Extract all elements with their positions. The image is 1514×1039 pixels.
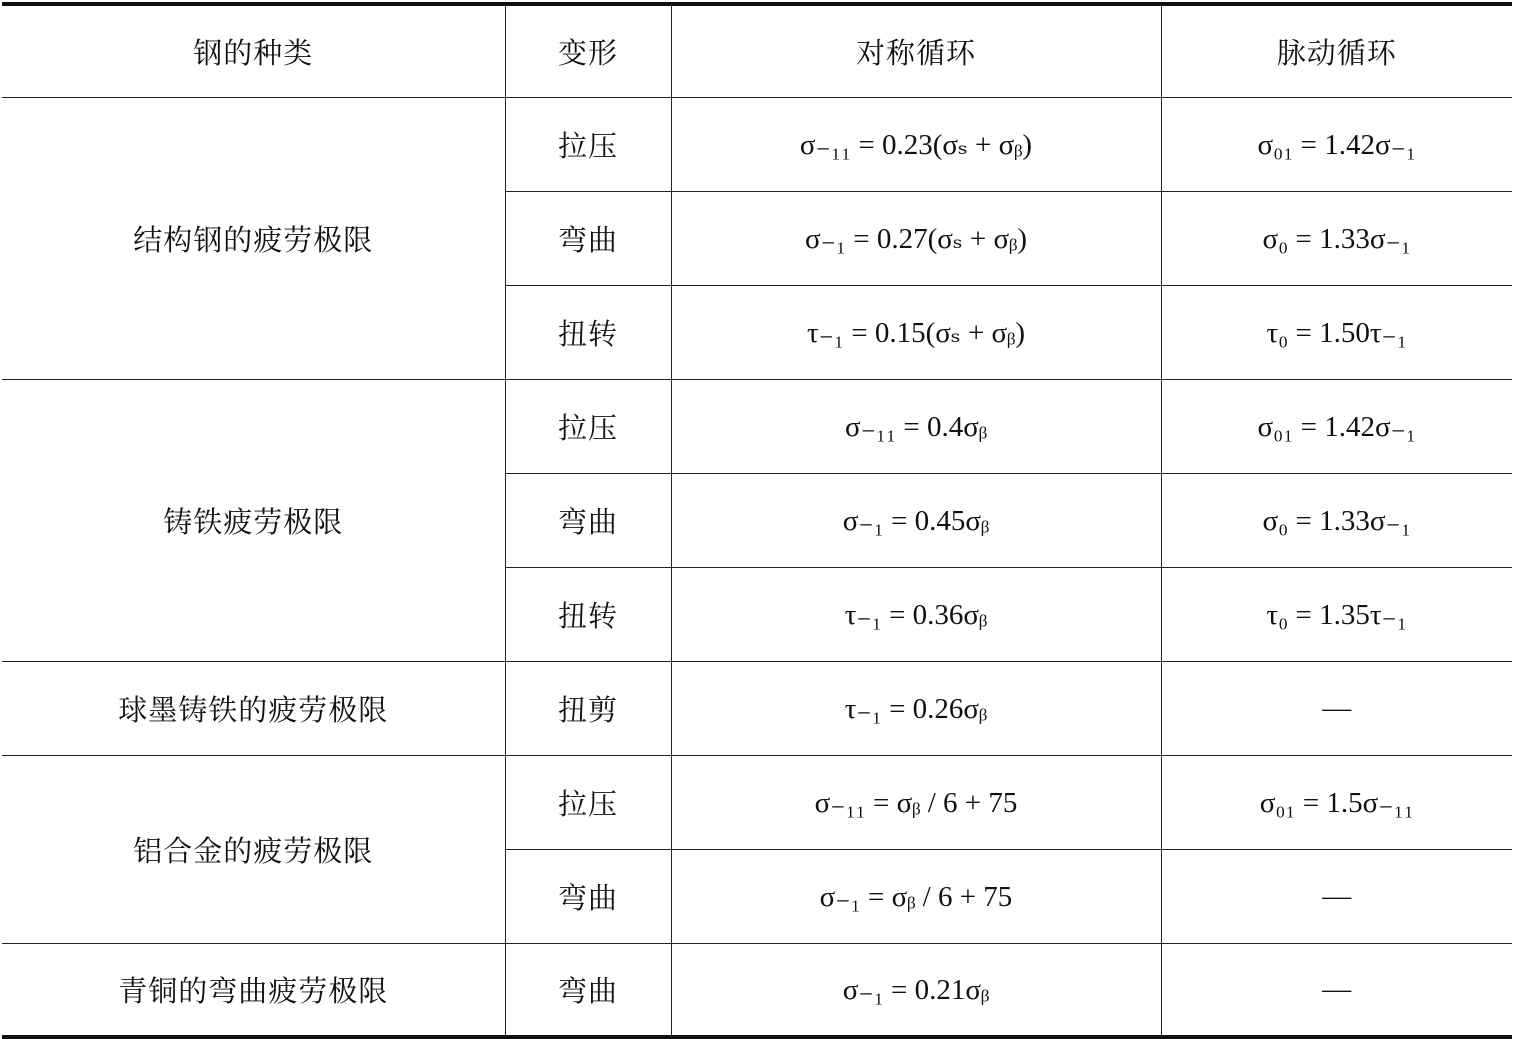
header-symmetric-cycle: 对称循环	[671, 4, 1161, 97]
header-deformation: 变形	[505, 4, 671, 97]
header-pulsating-cycle: 脉动循环	[1161, 4, 1512, 97]
symmetric-formula-cell: σ₋₁ = 0.21σᵦ	[671, 943, 1161, 1037]
group-name-cell: 球墨铸铁的疲劳极限	[2, 661, 505, 755]
symmetric-formula-cell: τ₋₁ = 0.26σᵦ	[671, 661, 1161, 755]
fatigue-limit-table	[2, 2, 1512, 1039]
table-row	[2, 755, 1512, 849]
symmetric-formula-cell: τ₋₁ = 0.15(σₛ + σᵦ)	[671, 285, 1161, 379]
symmetric-formula-cell: σ₋₁₁ = 0.4σᵦ	[671, 379, 1161, 473]
deformation-cell: 扭转	[505, 567, 671, 661]
pulsating-formula-cell: —	[1161, 849, 1512, 943]
table-row	[2, 379, 1512, 473]
group-name-cell: 青铜的弯曲疲劳极限	[2, 943, 505, 1037]
group-name-cell: 铝合金的疲劳极限	[2, 755, 505, 943]
symmetric-formula-cell: σ₋₁₁ = 0.23(σₛ + σᵦ)	[671, 97, 1161, 191]
pulsating-formula-cell: —	[1161, 943, 1512, 1037]
pulsating-formula-cell: σ₀₁ = 1.5σ₋₁₁	[1161, 755, 1512, 849]
pulsating-formula-cell: σ₀₁ = 1.42σ₋₁	[1161, 97, 1512, 191]
table-row	[2, 943, 1512, 1037]
deformation-cell: 拉压	[505, 755, 671, 849]
deformation-cell: 弯曲	[505, 849, 671, 943]
symmetric-formula-cell: σ₋₁ = 0.27(σₛ + σᵦ)	[671, 191, 1161, 285]
table-row	[2, 97, 1512, 191]
symmetric-formula-cell: σ₋₁ = 0.45σᵦ	[671, 473, 1161, 567]
pulsating-formula-cell: —	[1161, 661, 1512, 755]
deformation-cell: 弯曲	[505, 191, 671, 285]
header-row	[2, 4, 1512, 97]
deformation-cell: 扭剪	[505, 661, 671, 755]
pulsating-formula-cell: τ₀ = 1.50τ₋₁	[1161, 285, 1512, 379]
pulsating-formula-cell: σ₀ = 1.33σ₋₁	[1161, 191, 1512, 285]
pulsating-formula-cell: τ₀ = 1.35τ₋₁	[1161, 567, 1512, 661]
header-steel-type: 钢的种类	[2, 4, 505, 97]
deformation-cell: 弯曲	[505, 943, 671, 1037]
deformation-cell: 弯曲	[505, 473, 671, 567]
pulsating-formula-cell: σ₀ = 1.33σ₋₁	[1161, 473, 1512, 567]
table-row	[2, 661, 1512, 755]
symmetric-formula-cell: σ₋₁ = σᵦ / 6 + 75	[671, 849, 1161, 943]
deformation-cell: 拉压	[505, 379, 671, 473]
symmetric-formula-cell: τ₋₁ = 0.36σᵦ	[671, 567, 1161, 661]
deformation-cell: 拉压	[505, 97, 671, 191]
group-name-cell: 结构钢的疲劳极限	[2, 97, 505, 379]
pulsating-formula-cell: σ₀₁ = 1.42σ₋₁	[1161, 379, 1512, 473]
deformation-cell: 扭转	[505, 285, 671, 379]
symmetric-formula-cell: σ₋₁₁ = σᵦ / 6 + 75	[671, 755, 1161, 849]
group-name-cell: 铸铁疲劳极限	[2, 379, 505, 661]
